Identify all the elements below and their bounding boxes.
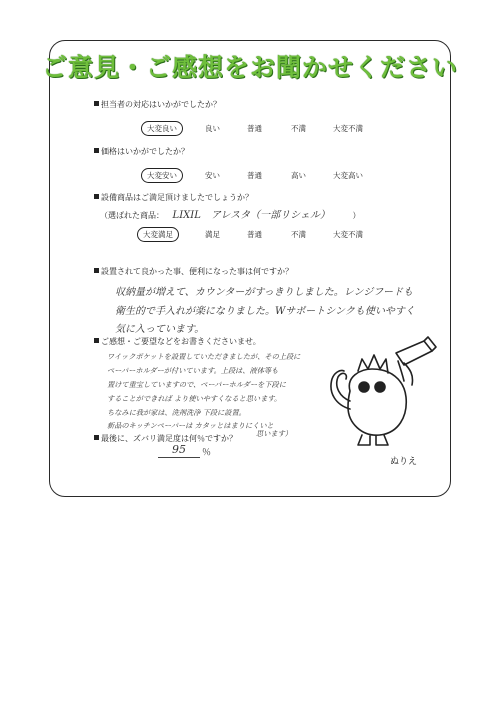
q1-option-2[interactable]: 良い — [205, 124, 220, 133]
q1-option-5[interactable]: 大変不満 — [333, 124, 363, 133]
q1-label: 担当者の対応はいかがでしたか？ — [101, 100, 221, 109]
q6-label-row — [94, 433, 237, 444]
q3-sub-suffix: ） — [352, 211, 361, 220]
q5-label: ご感想・ご要望などをお書きくださいませ。 — [101, 337, 261, 346]
satisfaction-value: 95 — [172, 443, 186, 456]
q5-answer-line: 新品のキッチンペーパーは カタッとはまりにくいと — [107, 421, 274, 430]
q3-sub-row — [100, 206, 361, 221]
q3-option-2[interactable]: 満足 — [205, 230, 220, 239]
q3-option-5[interactable]: 大変不満 — [333, 230, 363, 239]
q2-label: 価格はいかがでしたか？ — [101, 147, 189, 156]
q4-answer-line: 収納量が増えて、カウンターがすっきりしました。レンジフードも — [115, 287, 413, 298]
q2-option-3[interactable]: 普通 — [247, 171, 262, 180]
q5-answer-line: ワイックポケットを設置していただきましたが、その上段に — [107, 352, 301, 361]
q1-option-4[interactable]: 不満 — [291, 124, 306, 133]
q2-option-2[interactable]: 安い — [205, 171, 220, 180]
q4-label: 設置されて良かった事、便利になった事は何ですか？ — [101, 267, 293, 276]
q2-option-5[interactable]: 大変高い — [333, 171, 363, 180]
q2-option-1[interactable]: 大変安い — [141, 168, 183, 183]
bullet-icon — [94, 435, 99, 440]
q3-sub-answer: LIXIL アレスタ（一部リシェル） — [172, 210, 330, 221]
q3-sub-prefix: （選ばれた商品： — [100, 211, 164, 220]
q1-option-3[interactable]: 普通 — [247, 124, 262, 133]
bullet-icon — [94, 268, 99, 273]
q4-answer-line: 衛生的で手入れが楽になりました。Wサポートシンクも使いやすく — [115, 306, 415, 317]
q2-option-4[interactable]: 高い — [291, 171, 306, 180]
q4-answer-line: 気に入っています。 — [115, 324, 205, 335]
nurie-label: ぬりえ — [390, 457, 418, 467]
bullet-icon — [94, 148, 99, 153]
q5-answer-line: 思います） — [256, 429, 292, 438]
q2-label-row — [94, 146, 189, 157]
satisfaction-unit: ％ — [202, 448, 212, 458]
q3-option-3[interactable]: 普通 — [247, 230, 262, 239]
q4-label-row — [94, 266, 293, 277]
q6-label: 最後に、ズバリ満足度は何％ですか？ — [101, 434, 237, 443]
q5-answer-line: することができれば より使いやすくなると思います。 — [107, 394, 282, 403]
satisfaction-underline — [158, 457, 200, 458]
q3-label: 設備商品はご満足頂けましたでしょうか？ — [101, 193, 253, 202]
q5-answer-line: ペーパーホルダーが付いています。上段は、液体等も — [107, 366, 279, 375]
page-title: ご意見・ご感想をお聞かせください — [41, 53, 458, 82]
q5-answer-line: ちなみに我が家は、洗剤洗浄 下段に設置。 — [107, 408, 246, 417]
q1-label-row — [94, 99, 221, 110]
mascot-illustration — [328, 335, 446, 455]
q5-answer-line: 置けて重宝していますので、ペーパーホルダーを下段に — [107, 380, 286, 389]
q5-label-row — [94, 336, 261, 347]
bullet-icon — [94, 101, 99, 106]
q3-option-1[interactable]: 大変満足 — [137, 227, 179, 242]
bullet-icon — [94, 338, 99, 343]
q3-label-row — [94, 192, 253, 203]
q3-option-4[interactable]: 不満 — [291, 230, 306, 239]
q1-option-1[interactable]: 大変良い — [141, 121, 183, 136]
bullet-icon — [94, 194, 99, 199]
